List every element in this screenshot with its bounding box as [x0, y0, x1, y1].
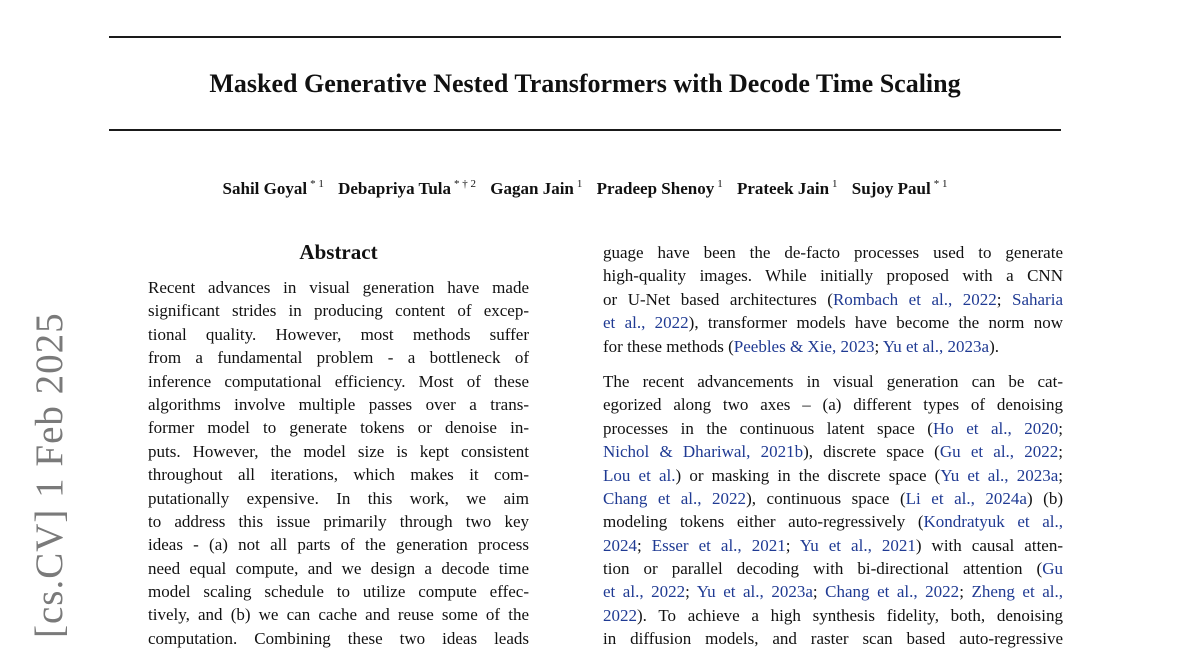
citation-link[interactable]: 2022 [603, 605, 637, 625]
author-5 [852, 179, 948, 198]
citation-link[interactable]: 2024 [603, 535, 637, 555]
abstract-line: algorithms involve multiple passes over a trans- [148, 394, 529, 414]
abstract-body [148, 276, 529, 650]
intro-line [603, 627, 1063, 650]
author-name: Prateek Jain [736, 178, 830, 198]
text-run: processes in the continuous latent space ( [603, 418, 933, 438]
citation-link[interactable]: Yu et al., 2023a [696, 582, 813, 602]
intro-line [603, 393, 1063, 416]
intro-body [603, 241, 1063, 651]
citation-link[interactable]: Gu [1042, 559, 1063, 579]
citation-link[interactable]: Nichol & Dhariwal, 2021b [603, 442, 804, 462]
text-run: ; [996, 289, 1013, 309]
author-3 [597, 179, 723, 198]
abstract-line: Recent advances in visual generation have made [148, 278, 529, 297]
text-run: ; [874, 336, 883, 356]
author-affiliation: * 1 [933, 178, 948, 190]
abstract-line: tively, and (b) we can cache and reuse some of the [148, 605, 529, 625]
abstract-line: tional quality. However, most methods suffer [148, 324, 529, 344]
citation-link[interactable]: Zheng et al., [971, 582, 1063, 602]
author-list [109, 172, 1061, 201]
text-run: ) with causal atten- [915, 535, 1064, 555]
text-run: in diffusion models, and raster scan based auto-regressive [603, 629, 1063, 649]
author-4 [737, 179, 838, 198]
intro-line [603, 440, 1063, 463]
abstract-line: significant strides in producing content of excep- [148, 301, 529, 321]
title-rule-top [109, 36, 1061, 38]
text-run: ) (b) [1026, 488, 1063, 508]
author-affiliation: * † 2 [454, 178, 477, 190]
author-affiliation: 1 [832, 178, 838, 190]
citation-link[interactable]: Gu et al., 2022 [939, 442, 1059, 462]
author-name: Debapriya Tula [338, 178, 452, 198]
text-run: ), transformer models have become the norm now [688, 313, 1063, 333]
abstract-line: computation. Combining these two ideas leads [148, 628, 529, 648]
text-run: high-quality images. While initially proposed with a CNN [603, 266, 1063, 286]
text-run: ; [685, 582, 697, 602]
citation-link[interactable]: et al., 2022 [603, 313, 689, 333]
text-run: ; [812, 582, 826, 602]
intro-line [603, 604, 1063, 627]
author-affiliation: * 1 [310, 178, 324, 190]
intro-line [603, 288, 1063, 311]
author-2 [490, 179, 582, 198]
text-run: ; [1058, 465, 1063, 485]
intro-line [603, 487, 1063, 510]
author-affiliation: 1 [717, 178, 723, 190]
intro-line [603, 580, 1063, 603]
citation-link[interactable]: Yu et al., 2021 [799, 535, 916, 555]
citation-link[interactable]: Saharia [1012, 289, 1063, 309]
text-run: ; [959, 582, 972, 602]
intro-line [603, 370, 1063, 393]
abstract-line: throughout all iterations, which makes it com- [148, 465, 529, 485]
text-run: ), continuous space ( [746, 488, 906, 508]
abstract-line: putationally expensive. In this work, we aim [148, 488, 529, 508]
citation-link[interactable]: et al., 2022 [603, 582, 686, 602]
intro-line [603, 510, 1063, 533]
citation-link[interactable]: Peebles & Xie, 2023 [733, 336, 875, 356]
text-run: guage have been the de-facto processes used to generate [603, 243, 1063, 262]
text-run: or U-Net based architectures ( [603, 289, 833, 309]
text-run: ) or masking in the discrete space ( [675, 465, 941, 485]
intro-line [603, 311, 1063, 334]
citation-link[interactable]: Lou et al. [603, 465, 676, 485]
text-run: modeling tokens either auto-regressively ( [603, 512, 924, 532]
citation-link[interactable]: Chang et al., 2022 [825, 582, 960, 602]
citation-link[interactable]: Esser et al., 2021 [651, 535, 786, 555]
title-rule-bottom [109, 129, 1061, 131]
text-run: tion or parallel decoding with bi-directional attention ( [603, 559, 1043, 579]
citation-link[interactable]: Yu et al., 2023a [882, 336, 990, 356]
author-name: Sujoy Paul [851, 178, 931, 198]
author-name: Pradeep Shenoy [596, 178, 715, 198]
abstract-line: to address this issue primarily through two key [148, 511, 529, 531]
abstract-line: from a fundamental problem - a bottleneck of [148, 348, 529, 368]
author-0 [223, 179, 324, 198]
text-run: ; [1058, 442, 1063, 462]
intro-line [603, 241, 1063, 264]
text-run: egorized along two axes – (a) different types of denoising [603, 395, 1063, 415]
intro-line [603, 417, 1063, 440]
text-run: ; [1058, 418, 1063, 438]
text-run: ). [989, 336, 999, 356]
citation-link[interactable]: Chang et al., 2022 [603, 488, 747, 508]
intro-line [603, 264, 1063, 287]
citation-link[interactable]: Rombach et al., 2022 [832, 289, 997, 309]
intro-line [603, 534, 1063, 557]
abstract-line: ideas - (a) not all parts of the generation process [148, 535, 529, 555]
intro-line [603, 335, 1063, 358]
abstract-line: need equal compute, and we design a decode time [148, 558, 529, 578]
abstract-line: puts. However, the model size is kept consistent [148, 441, 529, 461]
abstract-line: inference computational efficiency. Most of these [148, 371, 529, 391]
citation-link[interactable]: Ho et al., 2020 [932, 418, 1059, 438]
author-affiliation: 1 [576, 178, 583, 190]
abstract-heading: Abstract [299, 240, 378, 264]
abstract-line: former model to generate tokens or denoise in- [148, 418, 529, 438]
text-run: ). To achieve a high synthesis fidelity, both, denoising [637, 605, 1063, 625]
text-run: for these methods ( [603, 336, 734, 356]
text-run: The recent advancements in visual generation can be cat- [603, 371, 1063, 391]
paragraph-gap [603, 358, 1063, 370]
intro-line [603, 464, 1063, 487]
arxiv-stamp: [cs.CV] 1 Feb 2025 [28, 312, 71, 638]
citation-link[interactable]: Yu et al., 2023a [940, 465, 1059, 485]
text-run: ; [785, 535, 800, 555]
intro-line [603, 557, 1063, 580]
text-run: ; [637, 535, 652, 555]
author-name: Gagan Jain [490, 178, 574, 198]
paper-title: Masked Generative Nested Transformers with Decode Time Scaling [209, 69, 961, 98]
text-run: ), discrete space ( [803, 442, 940, 462]
citation-link[interactable]: Kondratyuk et al., [923, 512, 1063, 532]
abstract-line: model scaling schedule to utilize compute effec- [148, 582, 529, 602]
author-name: Sahil Goyal [222, 178, 308, 198]
author-1 [338, 179, 476, 198]
citation-link[interactable]: Li et al., 2024a [905, 488, 1027, 508]
